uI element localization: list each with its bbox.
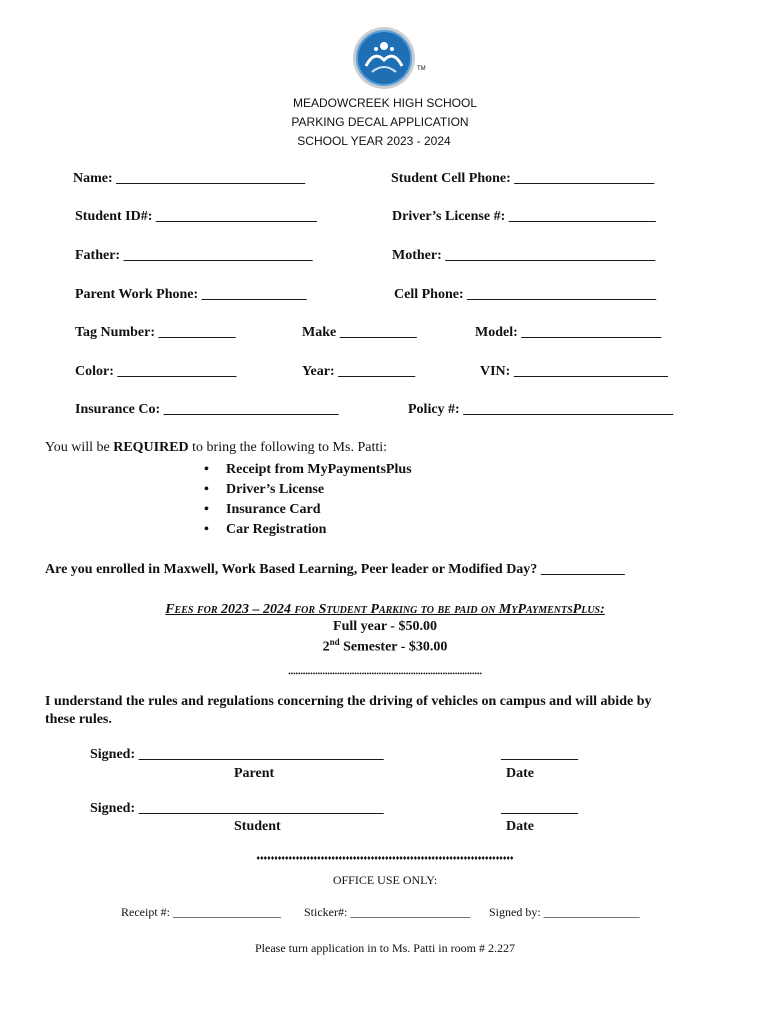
- fees-full-year: Full year - $50.00: [333, 619, 437, 634]
- logo-trademark: TM: [417, 66, 426, 72]
- vin-field[interactable]: VIN: ______________________: [480, 364, 668, 379]
- make-field[interactable]: Make ___________: [302, 325, 417, 340]
- sticker-field[interactable]: Sticker#: ____________________: [304, 905, 471, 919]
- policy-field[interactable]: Policy #: ______________________________: [408, 402, 674, 417]
- student-label: Student: [234, 819, 281, 834]
- student-cell-phone-field[interactable]: Student Cell Phone: ____________________: [391, 171, 655, 186]
- drivers-license-field[interactable]: Driver’s License #: _____________________: [392, 209, 656, 224]
- agreement-line-2: these rules.: [45, 712, 112, 727]
- color-field[interactable]: Color: _________________: [75, 364, 237, 379]
- dotted-divider: •••••••••••••••••••••••••••••••••••••••••••••••••••••••••••••••••••••••••••••••: [288, 670, 482, 678]
- school-year: SCHOOL YEAR 2023 - 2024: [297, 134, 451, 148]
- diamond-divider: ♦♦♦♦♦♦♦♦♦♦♦♦♦♦♦♦♦♦♦♦♦♦♦♦♦♦♦♦♦♦♦♦♦♦♦♦♦♦♦♦♦♦♦♦♦♦♦♦♦♦♦♦♦♦♦♦♦♦♦♦♦♦♦♦♦♦♦♦♦♦♦♦: [256, 854, 514, 862]
- cell-phone-field[interactable]: Cell Phone: ___________________________: [394, 287, 657, 302]
- required-emphasis: REQUIRED: [113, 440, 189, 455]
- list-item: • Driver’s License: [200, 480, 412, 500]
- semester-text: Semester - $30.00: [339, 639, 448, 655]
- agreement-line-1: I understand the rules and regulations concerning the driving of vehicles on campus and will abide by: [45, 694, 652, 709]
- semester-number: 2: [322, 639, 330, 655]
- parent-work-phone-field[interactable]: Parent Work Phone: _______________: [75, 287, 307, 302]
- student-id-field[interactable]: Student ID#: _______________________: [75, 209, 317, 224]
- parent-date-label: Date: [506, 766, 534, 781]
- parent-label: Parent: [234, 766, 275, 781]
- fees-heading-text: Fees for 2023 – 2024 for Student Parking to be paid on MyPaymentsPlus:: [165, 602, 605, 617]
- tag-number-field[interactable]: Tag Number: ___________: [75, 325, 236, 340]
- requirements-intro-prefix: You will be: [45, 440, 114, 455]
- enrollment-question[interactable]: Are you enrolled in Maxwell, Work Based Learning, Peer leader or Modified Day? ____________: [45, 562, 625, 577]
- list-item: • Receipt from MyPaymentsPlus: [200, 460, 412, 480]
- mother-field[interactable]: Mother: ______________________________: [392, 248, 656, 263]
- fees-semester: [0, 637, 770, 656]
- signed-by-field[interactable]: Signed by: ________________: [489, 905, 640, 919]
- model-field[interactable]: Model: ____________________: [475, 325, 662, 340]
- insurance-co-field[interactable]: Insurance Co: _________________________: [75, 402, 339, 417]
- name-field[interactable]: Name: ___________________________: [73, 171, 306, 186]
- student-signature-field[interactable]: Signed: ___________________________________: [90, 801, 384, 816]
- requirements-intro: [45, 440, 387, 456]
- school-logo-icon: [352, 26, 418, 92]
- office-use-title: OFFICE USE ONLY:: [332, 873, 438, 887]
- list-item: • Car Registration: [200, 520, 412, 540]
- requirements-intro-suffix: to bring the following to Ms. Patti:: [188, 440, 388, 455]
- form-title: PARKING DECAL APPLICATION: [291, 115, 469, 129]
- list-item: • Insurance Card: [200, 500, 412, 520]
- parent-date-field[interactable]: ___________: [501, 747, 578, 762]
- student-date-label: Date: [506, 819, 534, 834]
- school-logo: [352, 26, 418, 92]
- student-date-field[interactable]: ___________: [501, 801, 578, 816]
- footer-note: Please turn application in to Ms. Patti in room # 2.227: [255, 941, 515, 955]
- school-name: MEADOWCREEK HIGH SCHOOL: [292, 96, 478, 110]
- year-field[interactable]: Year: ___________: [302, 364, 416, 379]
- semester-suffix: nd: [329, 637, 340, 647]
- receipt-field[interactable]: Receipt #: __________________: [121, 905, 281, 919]
- requirements-list: [200, 460, 412, 540]
- father-field[interactable]: Father: ___________________________: [75, 248, 313, 263]
- parent-signature-field[interactable]: Signed: ___________________________________: [90, 747, 384, 762]
- fees-heading: [0, 600, 770, 618]
